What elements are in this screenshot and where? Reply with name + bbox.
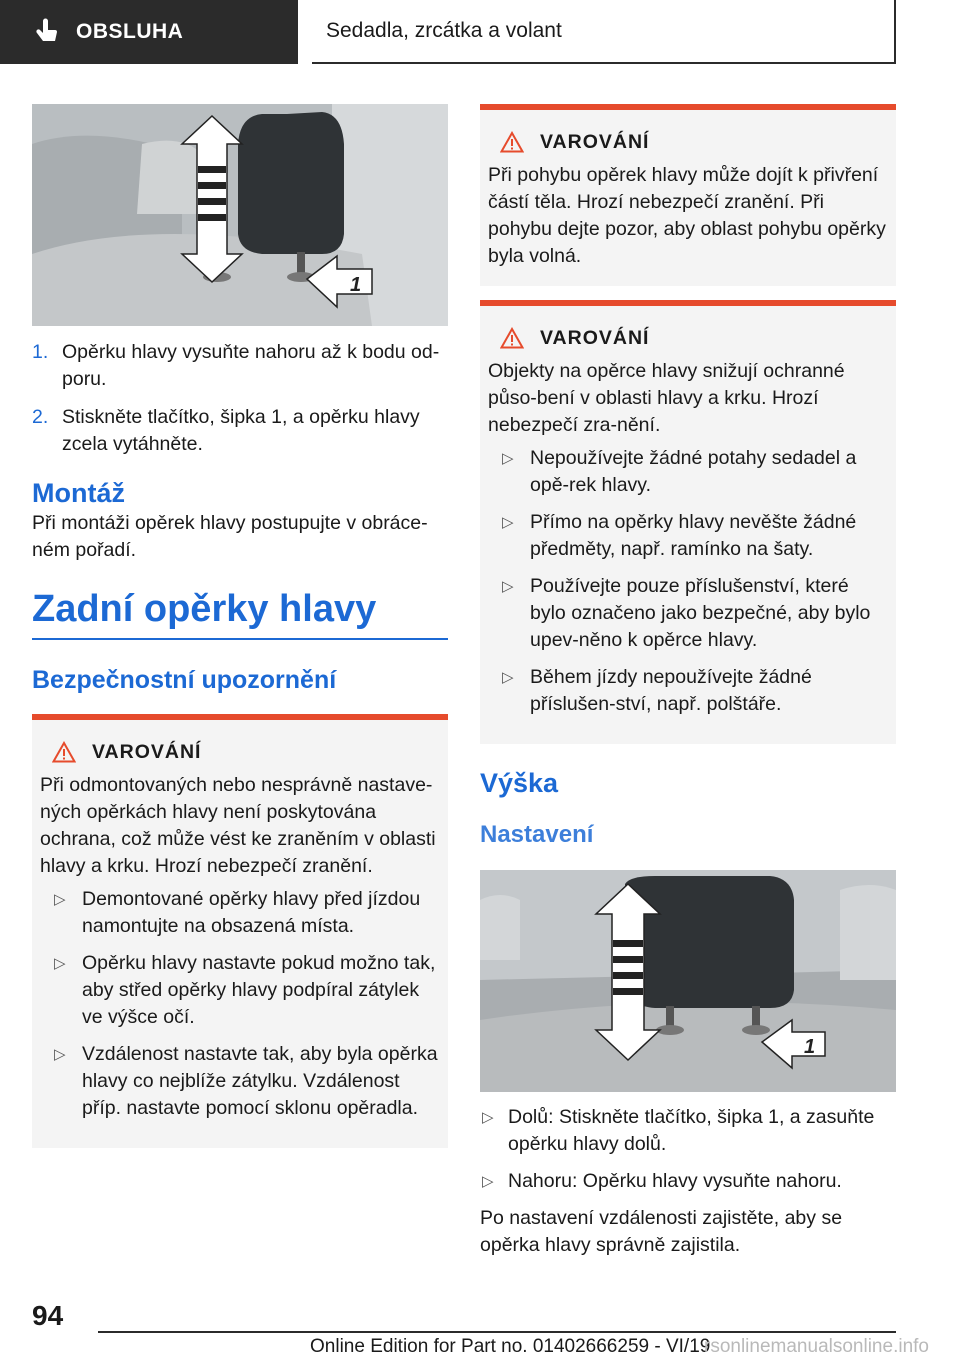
triangle-bullet-icon: ▷ bbox=[502, 669, 514, 686]
list-item: ▷ Nahoru: Opěrku hlavy vysuňte nahoru. bbox=[480, 1168, 896, 1195]
triangle-bullet-icon: ▷ bbox=[502, 450, 514, 467]
warning-text: Při pohybu opěrek hlavy může dojít k přivření částí těla. Hrozí nebezpečí zranění. Při pohybu dejte pozor, aby oblast pohybu opěrky byla volná. bbox=[488, 164, 886, 267]
section-title: Sedadla, zrcátka a volant bbox=[312, 0, 896, 64]
watermark-text: rsonlinemanualsonline.info bbox=[704, 1336, 929, 1357]
triangle-bullet-icon: ▷ bbox=[482, 1109, 494, 1126]
warning-box bbox=[32, 714, 448, 1148]
photo-callout-number: 1 bbox=[804, 1036, 816, 1058]
safety-heading: Bezpečnostní upozornění bbox=[32, 666, 337, 694]
list-item: ▷ Přímo na opěrky hlavy nevěšte žádné předměty, např. ramínko na šaty. bbox=[502, 511, 857, 560]
list-item: ▷ Používejte pouze příslušenství, které bylo označeno jako bezpečné, aby bylo upev-něno k opěrce hlavy. bbox=[502, 575, 871, 651]
adjust-bullets bbox=[480, 1104, 896, 1195]
step-item: 1. Opěrku hlavy vysuňte nahoru až k bodu od-poru. bbox=[32, 341, 440, 390]
closing-text: Po nastavení vzdálenosti zajistěte, aby se opěrka hlavy správně zajistila. bbox=[480, 1207, 843, 1256]
height-heading: Výška bbox=[480, 768, 559, 798]
warning-bullets bbox=[488, 445, 888, 718]
adjust-heading: Nastavení bbox=[480, 821, 594, 848]
heading-rule bbox=[32, 638, 448, 640]
warning-triangle-icon bbox=[500, 327, 524, 349]
triangle-bullet-icon: ▷ bbox=[54, 891, 66, 908]
list-item: ▷ Demontované opěrky hlavy před jízdou namontujte na obsazená místa. bbox=[54, 888, 421, 937]
triangle-bullet-icon: ▷ bbox=[502, 578, 514, 595]
triangle-bullet-icon: ▷ bbox=[54, 955, 66, 972]
left-column bbox=[32, 104, 448, 1148]
edition-text: Online Edition for Part no. 01402666259 - VI/19 bbox=[310, 1336, 711, 1357]
headrest-height-photo bbox=[480, 870, 896, 1092]
warning-box bbox=[480, 104, 896, 286]
montaz-heading: Montáž bbox=[32, 478, 125, 508]
photo-callout-number: 1 bbox=[350, 274, 362, 296]
right-column bbox=[480, 104, 896, 1259]
headrest-removal-photo bbox=[32, 104, 448, 326]
list-item: ▷ Během jízdy nepoužívejte žádné příslušen-ství, např. polštáře. bbox=[502, 666, 812, 715]
main-heading: Zadní opěrky hlavy bbox=[32, 588, 377, 630]
warning-triangle-icon bbox=[500, 131, 524, 153]
removal-steps bbox=[32, 339, 448, 458]
header-chapter-tab bbox=[0, 0, 298, 64]
list-item: ▷ Nepoužívejte žádné potahy sedadel a opě-rek hlavy. bbox=[502, 447, 857, 496]
chapter-label: OBSLUHA bbox=[76, 20, 184, 43]
triangle-bullet-icon: ▷ bbox=[502, 514, 514, 531]
warning-title: VAROVÁNÍ bbox=[40, 738, 440, 766]
warning-box bbox=[480, 300, 896, 744]
list-item: ▷ Opěrku hlavy nastavte pokud možno tak, aby střed opěrky hlavy podpíral zátylek ve výšce očí. bbox=[54, 952, 436, 1028]
triangle-bullet-icon: ▷ bbox=[54, 1046, 66, 1063]
warning-bullets bbox=[40, 886, 440, 1122]
warning-title: VAROVÁNÍ bbox=[488, 324, 888, 352]
step-item: 2. Stiskněte tlačítko, šipka 1, a opěrku hlavy zcela vytáhněte. bbox=[32, 406, 420, 455]
list-item: ▷ Vzdálenost nastavte tak, aby byla opěrka hlavy co nejblíže zátylku. Vzdálenost příp. nastavte pomocí sklonu opěradla. bbox=[54, 1043, 438, 1119]
list-item: ▷ Dolů: Stiskněte tlačítko, šipka 1, a zasuňte opěrku hlavy dolů. bbox=[482, 1106, 875, 1155]
hand-pointer-icon bbox=[34, 18, 62, 46]
warning-triangle-icon bbox=[52, 741, 76, 763]
triangle-bullet-icon: ▷ bbox=[482, 1173, 494, 1190]
warning-text: Objekty na opěrce hlavy snižují ochranné půso-bení v oblasti hlavy a krku. Hrozí nebezpečí zra-nění. bbox=[488, 360, 845, 436]
page-number: 94 bbox=[32, 1300, 64, 1331]
warning-title: VAROVÁNÍ bbox=[488, 128, 888, 156]
montaz-text: Při montáži opěrek hlavy postupujte v obráce-ném pořadí. bbox=[32, 512, 428, 561]
warning-text: Při odmontovaných nebo nesprávně nastave-ných opěrkách hlavy není poskytována ochrana, což může vést ke zraněním v oblasti hlavy a krku. Hrozí nebezpečí zranění. bbox=[40, 774, 436, 877]
footer-rule bbox=[98, 1331, 896, 1333]
